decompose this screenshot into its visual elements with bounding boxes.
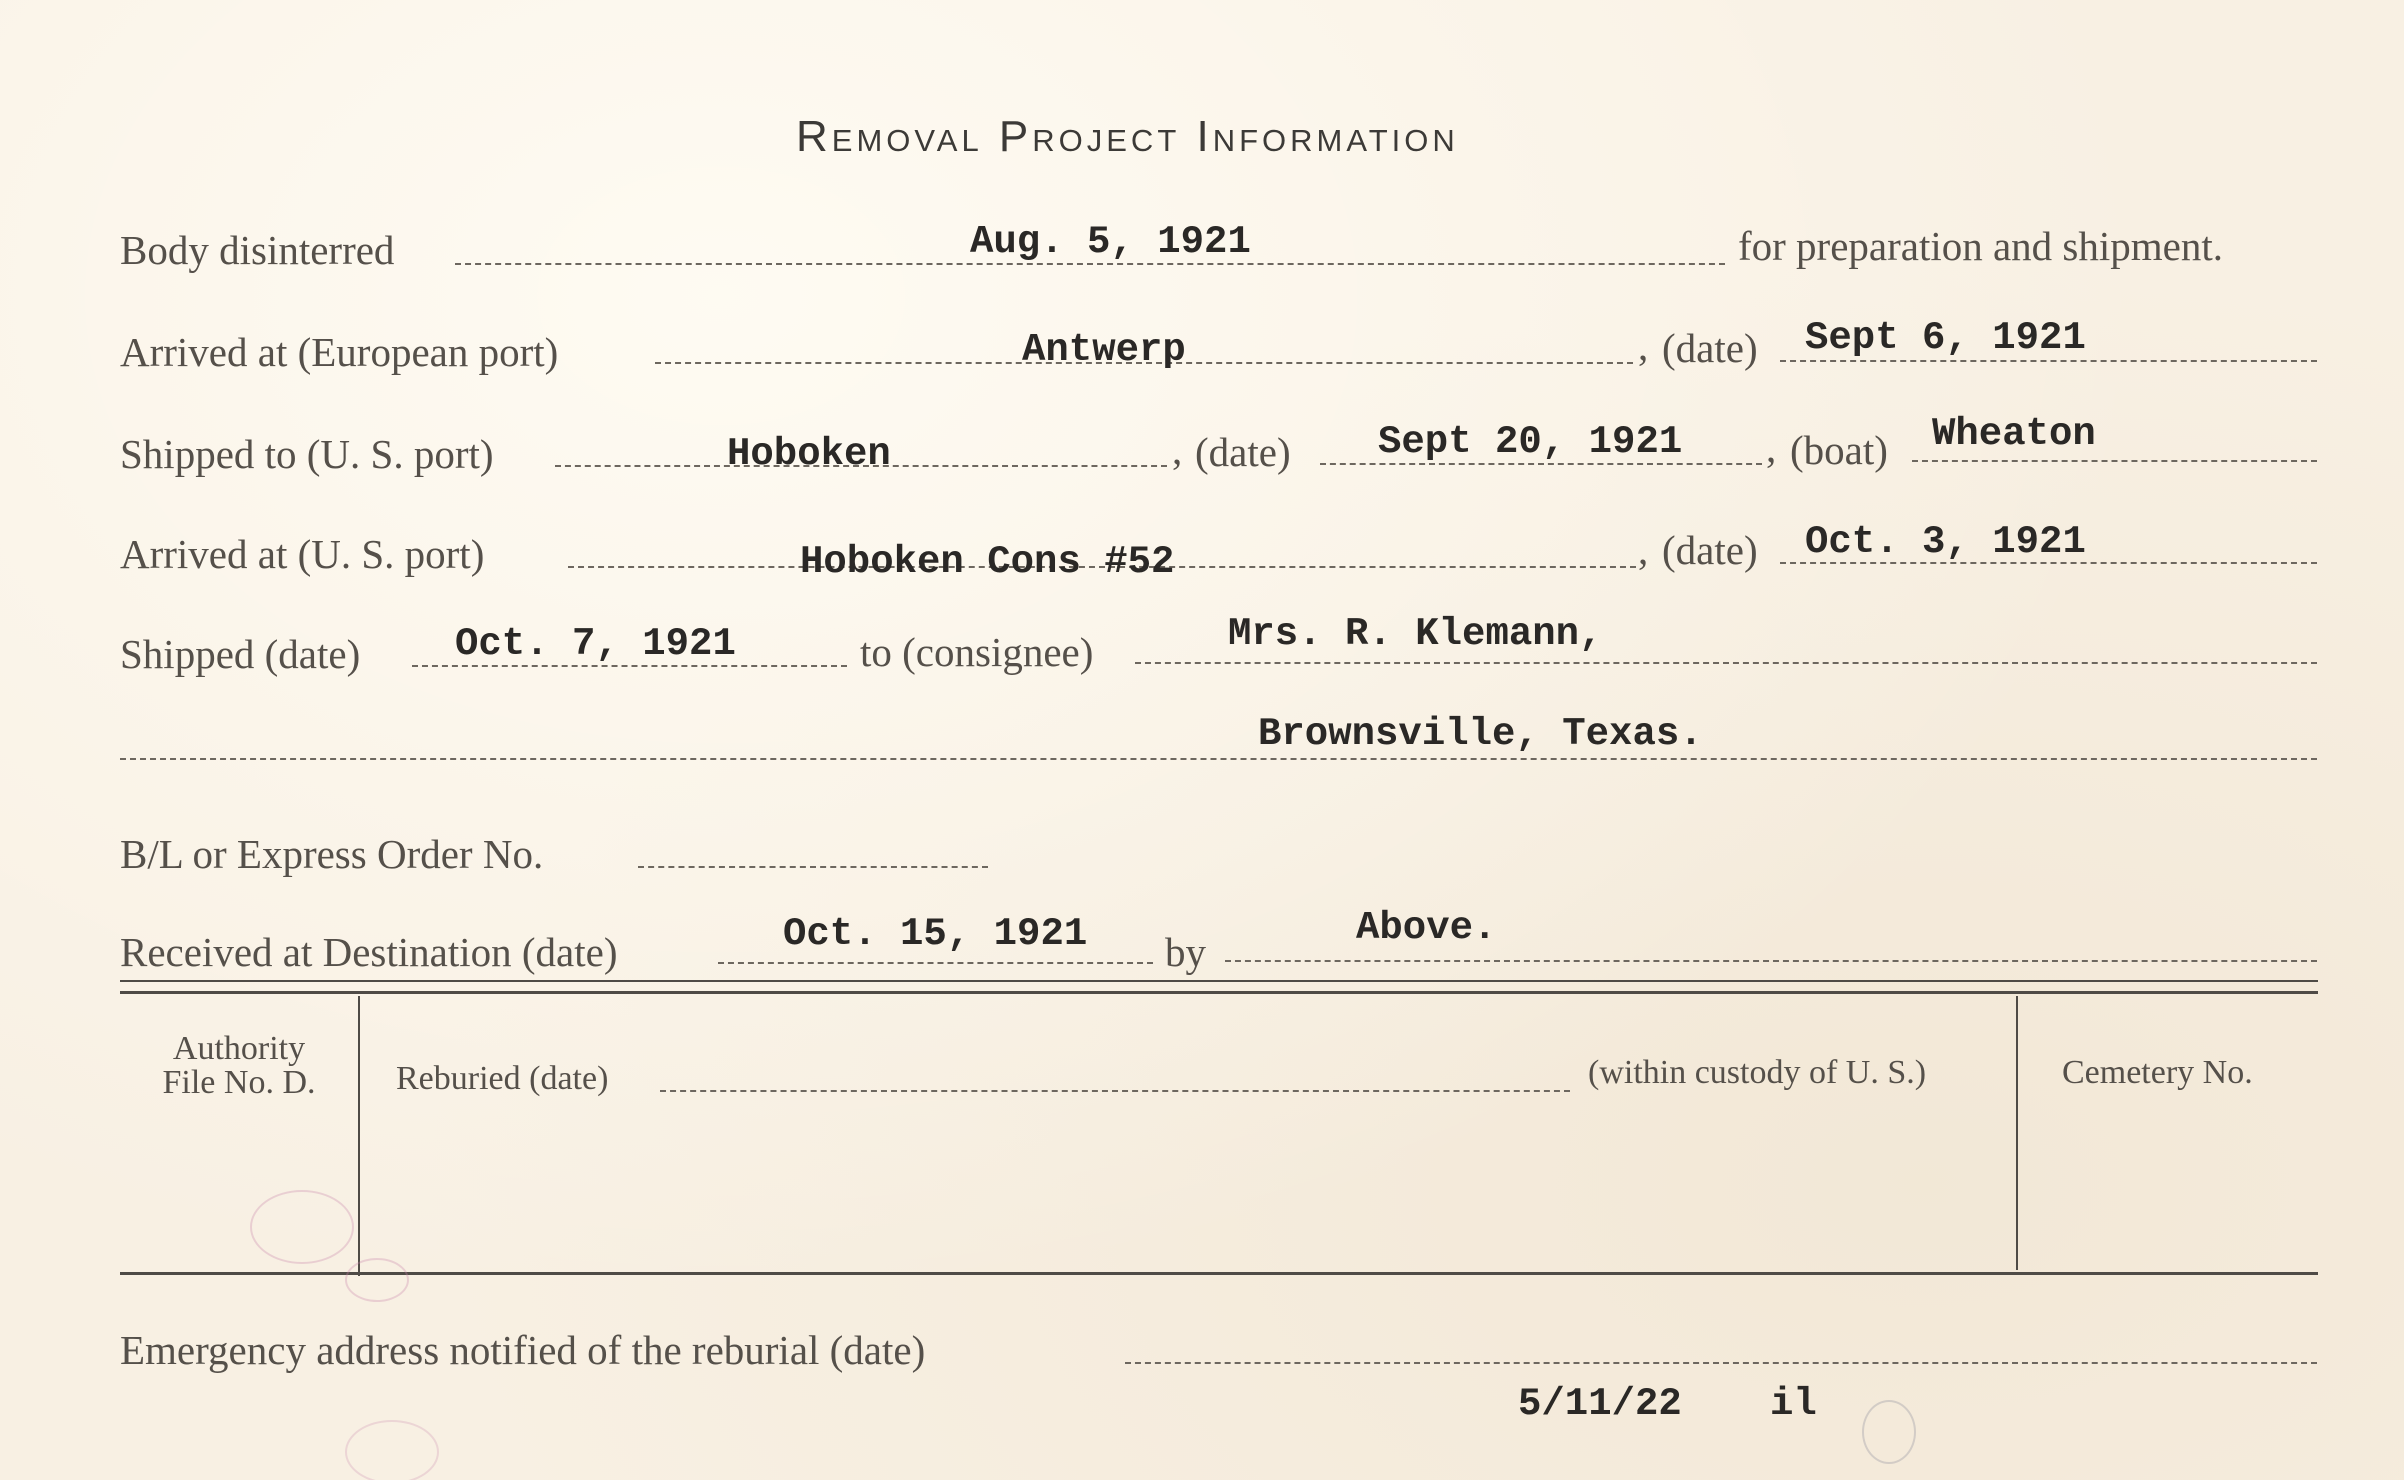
dotted-line-boat (1912, 460, 2317, 462)
label-comma: , (1638, 323, 1649, 369)
table-divider-left (358, 996, 360, 1276)
dotted-line-received-date (718, 962, 1153, 964)
dotted-line-bl-order (638, 866, 988, 868)
label-date-european: (date) (1662, 325, 1758, 371)
label-date-shipped: (date) (1195, 429, 1291, 475)
label-authority-file (130, 1030, 348, 1102)
value-european-port: Antwerp (1022, 328, 1186, 372)
table-divider-right (2016, 996, 2018, 1270)
label-shipped-us-port: Shipped to (U. S. port) (120, 431, 494, 477)
dotted-line-consignee-address (120, 758, 2317, 760)
label-comma: , (1638, 527, 1649, 573)
value-european-date: Sept 6, 1921 (1805, 316, 2086, 360)
label-authority-line-2: File No. D. (162, 1064, 316, 1101)
label-within-custody: (within custody of U. S.) (1588, 1054, 1927, 1091)
label-comma: , (1172, 427, 1183, 473)
table-bottom-rule (120, 1272, 2318, 1275)
dotted-line-received-by (1225, 960, 2317, 962)
value-disinterred-date: Aug. 5, 1921 (970, 220, 1251, 264)
dotted-line-european-date (1780, 360, 2317, 362)
pencil-mark (345, 1258, 409, 1302)
value-consignee-address: Brownsville, Texas. (1258, 712, 1703, 756)
form-title: Removal Project Information (796, 112, 1459, 161)
pencil-mark (345, 1420, 439, 1480)
label-arrived-us-port: Arrived at (U. S. port) (120, 531, 485, 577)
label-emergency-address: Emergency address notified of the reburial (date) (120, 1327, 926, 1373)
label-reburied-date: Reburied (date) (396, 1060, 609, 1097)
dotted-line-emergency (1125, 1362, 2317, 1364)
dotted-line-reburied (660, 1090, 1570, 1092)
label-arrived-european-port: Arrived at (European port) (120, 329, 559, 375)
value-received-by: Above. (1356, 906, 1497, 950)
value-footer-date: 5/11/22 (1518, 1382, 1682, 1426)
table-top-rule (120, 980, 2318, 982)
table-top-rule-double (120, 991, 2318, 994)
value-footer-initials: il (1770, 1382, 1817, 1426)
value-received-date: Oct. 15, 1921 (783, 912, 1088, 956)
label-authority-line-1: Authority (172, 1030, 306, 1067)
label-to-consignee: to (consignee) (860, 629, 1094, 675)
value-consignee-name: Mrs. R. Klemann, (1228, 612, 1603, 656)
label-for-preparation: for preparation and shipment. (1738, 223, 2224, 269)
label-shipped-date: Shipped (date) (120, 631, 361, 677)
label-cemetery-no: Cemetery No. (2062, 1054, 2253, 1091)
label-date-arrived: (date) (1662, 527, 1758, 573)
pencil-mark (1862, 1400, 1916, 1464)
label-body-disinterred: Body disinterred (120, 227, 395, 273)
value-us-port-shipped: Hoboken (727, 432, 891, 476)
value-boat: Wheaton (1932, 412, 2096, 456)
pencil-mark (250, 1190, 354, 1264)
label-bl-order: B/L or Express Order No. (120, 831, 544, 877)
label-received-destination: Received at Destination (date) (120, 929, 618, 975)
label-boat: (boat) (1790, 427, 1888, 473)
label-comma: , (1766, 425, 1777, 471)
value-us-arrival-date: Oct. 3, 1921 (1805, 520, 2086, 564)
value-us-port-arrived: Hoboken Cons #52 (800, 540, 1175, 584)
value-shipped-date: Oct. 7, 1921 (455, 622, 736, 666)
label-by: by (1165, 929, 1206, 975)
value-us-ship-date: Sept 20, 1921 (1378, 420, 1683, 464)
dotted-line-consignee (1135, 662, 2317, 664)
